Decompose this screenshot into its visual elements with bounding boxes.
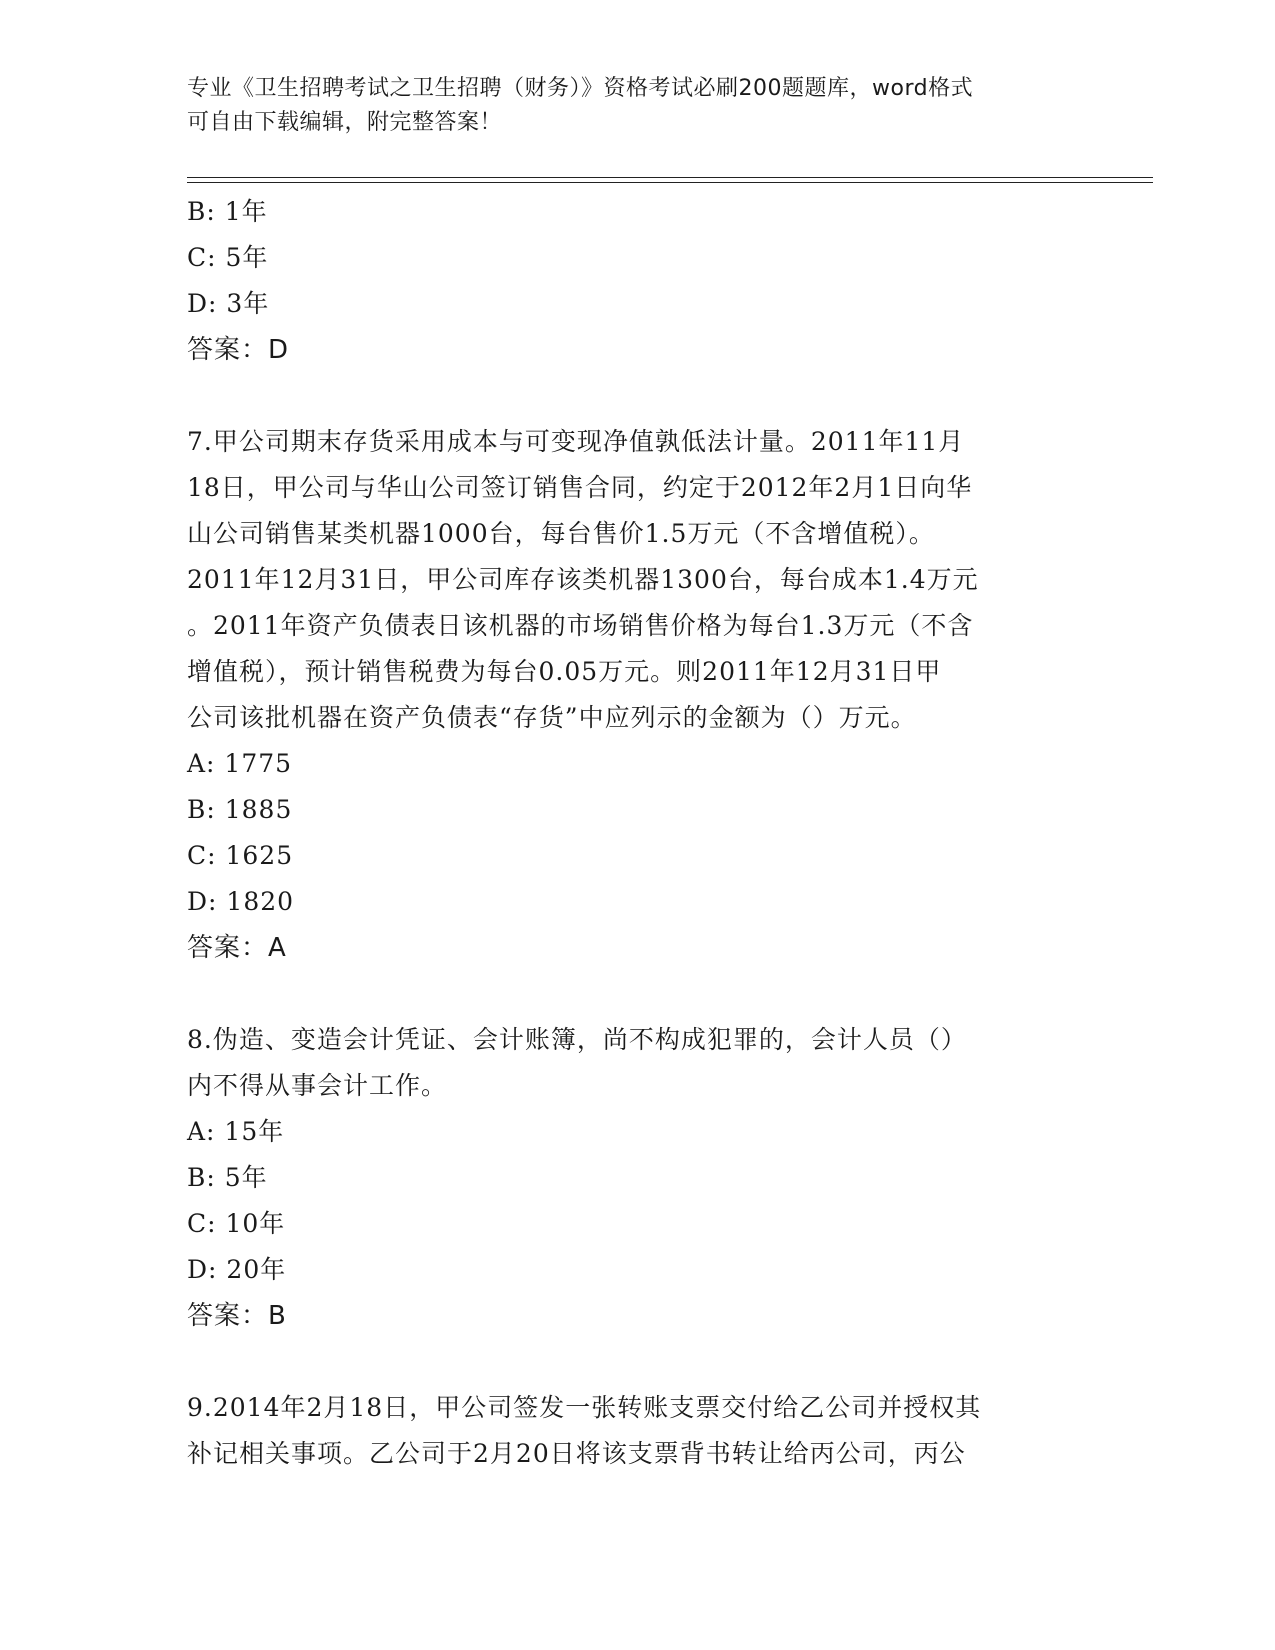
spacer	[187, 373, 1087, 419]
question-text-line: 公司该批机器在资产负债表“存货”中应列示的金额为（）万元。	[187, 703, 917, 732]
spacer	[187, 971, 1087, 1017]
option-a: A: 1775	[187, 749, 293, 778]
question-text-line: 18日，甲公司与华山公司签订销售合同，约定于2012年2月1日向华	[187, 473, 973, 502]
header-line-1: 专业《卫生招聘考试之卫生招聘（财务）》资格考试必刷200题题库，word格式	[187, 76, 974, 101]
question-7	[187, 419, 1087, 971]
option-c: C: 1625	[187, 841, 294, 870]
option-b: B: 1年	[187, 197, 268, 226]
option-d: D: 1820	[187, 887, 295, 916]
header-rule-bottom	[187, 182, 1153, 183]
document-header	[187, 72, 1087, 140]
question-text-line: 8.伪造、变造会计凭证、会计账簿，尚不构成犯罪的，会计人员（）	[187, 1025, 967, 1054]
option-c: C: 5年	[187, 243, 269, 272]
question-text-line: 。2011年资产负债表日该机器的市场销售价格为每台1.3万元（不含	[187, 611, 974, 640]
question-text-line: 增值税），预计销售税费为每台0.05万元。则2011年12月31日甲	[187, 657, 942, 686]
option-a: A: 15年	[187, 1117, 285, 1146]
option-d: D: 3年	[187, 289, 270, 318]
option-b: B: 1885	[187, 795, 293, 824]
option-c: C: 10年	[187, 1209, 286, 1238]
question-text-line: 2011年12月31日，甲公司库存该类机器1300台，每台成本1.4万元	[187, 565, 979, 594]
question-6-tail	[187, 189, 1087, 373]
question-text-line: 7.甲公司期末存货采用成本与可变现净值孰低法计量。2011年11月	[187, 427, 965, 456]
header-line-2: 可自由下载编辑，附完整答案！	[187, 110, 503, 135]
question-text-line: 补记相关事项。乙公司于2月20日将该支票背书转让给丙公司，丙公	[187, 1439, 966, 1468]
option-d: D: 20年	[187, 1255, 287, 1284]
answer-line: 答案：A	[187, 933, 287, 963]
question-text-line: 9.2014年2月18日，甲公司签发一张转账支票交付给乙公司并授权其	[187, 1393, 982, 1422]
document-body	[187, 189, 1087, 1477]
question-8	[187, 1017, 1087, 1339]
answer-line: 答案：D	[187, 335, 290, 365]
question-text-line: 内不得从事会计工作。	[187, 1071, 448, 1100]
header-rule-top	[187, 177, 1153, 178]
option-b: B: 5年	[187, 1163, 268, 1192]
question-9	[187, 1385, 1087, 1477]
answer-line: 答案：B	[187, 1301, 287, 1331]
question-text-line: 山公司销售某类机器1000台，每台售价1.5万元（不含增值税）。	[187, 519, 935, 548]
spacer	[187, 1339, 1087, 1385]
